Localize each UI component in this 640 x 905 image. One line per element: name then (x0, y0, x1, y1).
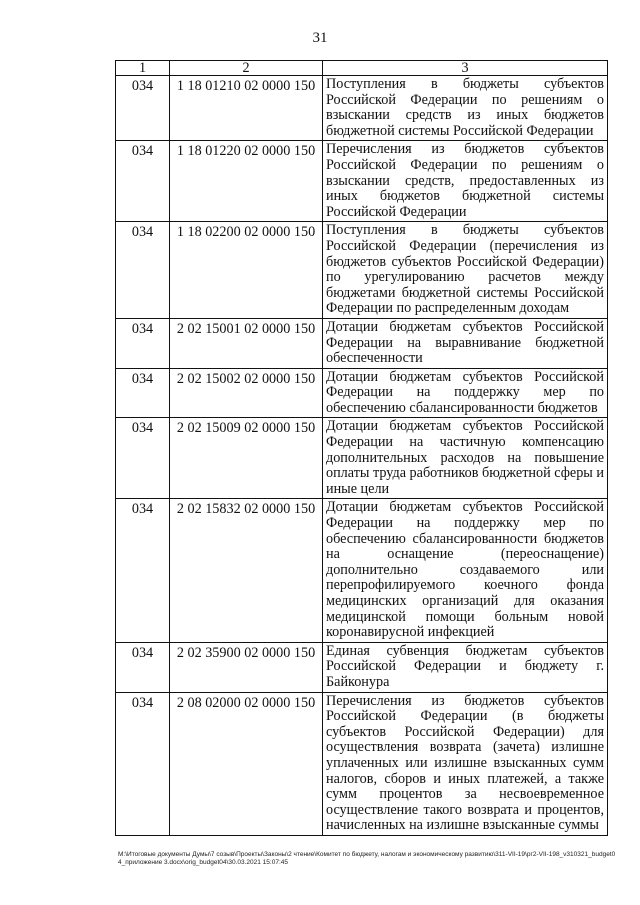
admin-code-cell: 034 (116, 368, 170, 418)
column-header-3: 3 (323, 61, 608, 76)
column-header-1: 1 (116, 61, 170, 76)
admin-code-cell: 034 (116, 499, 170, 642)
table-row (116, 141, 608, 222)
table-row (116, 318, 608, 368)
budget-code-cell: 1 18 01210 02 0000 150 (170, 76, 323, 141)
budget-code-cell: 2 02 15002 02 0000 150 (170, 368, 323, 418)
column-header-2: 2 (170, 61, 323, 76)
admin-code-cell: 034 (116, 318, 170, 368)
table-row (116, 642, 608, 692)
table-row (116, 499, 608, 642)
budget-code-cell: 1 18 01220 02 0000 150 (170, 141, 323, 222)
table-row (116, 692, 608, 835)
admin-code-cell: 034 (116, 222, 170, 319)
revenue-name-cell: Дотации бюджетам субъектов Российской Федерации на поддержку мер по обеспечению сбалансированности бюджетов на оснащение (переоснащение) дополнительно создаваемого или перепрофилируемого коечного фонда медицинских организаций для оказания медицинской помощи больным новой коронавирусной инфекцией (323, 499, 608, 642)
budget-code-cell: 2 08 02000 02 0000 150 (170, 692, 323, 835)
revenue-name-cell: Перечисления из бюджетов субъектов Российской Федерации (в бюджеты субъектов Российской Федерации) для осуществления возврата (зачета) излишне уплаченных или излишне взысканных сумм налогов, сборов и иных платежей, а также сумм процентов за несвоевременное осуществление такого возврата и процентов, начисленных на излишне взысканные суммы (323, 692, 608, 835)
admin-code-cell: 034 (116, 76, 170, 141)
document-path-footer: M:\Итоговые документы Думы\7 созыв\Проекты\Законы\2 чтение\Комитет по бюджету, налогам и экономическому развитию\311-VII-19\рг2-VII-198_v310321_budget04_приложение 3.docx\orig_budget04\30.03.2021 15:07:45 (118, 851, 616, 866)
table-header-row (116, 61, 608, 76)
revenue-name-cell: Поступления в бюджеты субъектов Российской Федерации по решениям о взыскании средств из иных бюджетов бюджетной системы Российской Федерации (323, 76, 608, 141)
budget-code-cell: 2 02 35900 02 0000 150 (170, 642, 323, 692)
admin-code-cell: 034 (116, 692, 170, 835)
budget-code-cell: 2 02 15009 02 0000 150 (170, 418, 323, 499)
table-row (116, 76, 608, 141)
table-row (116, 418, 608, 499)
revenue-name-cell: Дотации бюджетам субъектов Российской Федерации на выравнивание бюджетной обеспеченности (323, 318, 608, 368)
revenue-name-cell: Перечисления из бюджетов субъектов Российской Федерации по решениям о взыскании средств, предоставленных из иных бюджетов бюджетной системы Российской Федерации (323, 141, 608, 222)
budget-code-cell: 2 02 15001 02 0000 150 (170, 318, 323, 368)
revenue-name-cell: Поступления в бюджеты субъектов Российской Федерации (перечисления из бюджетов субъектов Российской Федерации) по урегулированию расчетов между бюджетами бюджетной системы Российской Федерации по распределенным доходам (323, 222, 608, 319)
budget-code-cell: 2 02 15832 02 0000 150 (170, 499, 323, 642)
admin-code-cell: 034 (116, 141, 170, 222)
admin-code-cell: 034 (116, 642, 170, 692)
revenue-name-cell: Дотации бюджетам субъектов Российской Федерации на поддержку мер по обеспечению сбалансированности бюджетов (323, 368, 608, 418)
table-row (116, 222, 608, 319)
page-number: 31 (312, 30, 328, 46)
revenue-name-cell: Единая субвенция бюджетам субъектов Российской Федерации и бюджету г. Байконура (323, 642, 608, 692)
budget-code-cell: 1 18 02200 02 0000 150 (170, 222, 323, 319)
table-row (116, 368, 608, 418)
revenue-name-cell: Дотации бюджетам субъектов Российской Федерации на частичную компенсацию дополнительных расходов на повышение оплаты труда работников бюджетной сферы и иные цели (323, 418, 608, 499)
admin-code-cell: 034 (116, 418, 170, 499)
budget-classification-table (115, 60, 608, 836)
